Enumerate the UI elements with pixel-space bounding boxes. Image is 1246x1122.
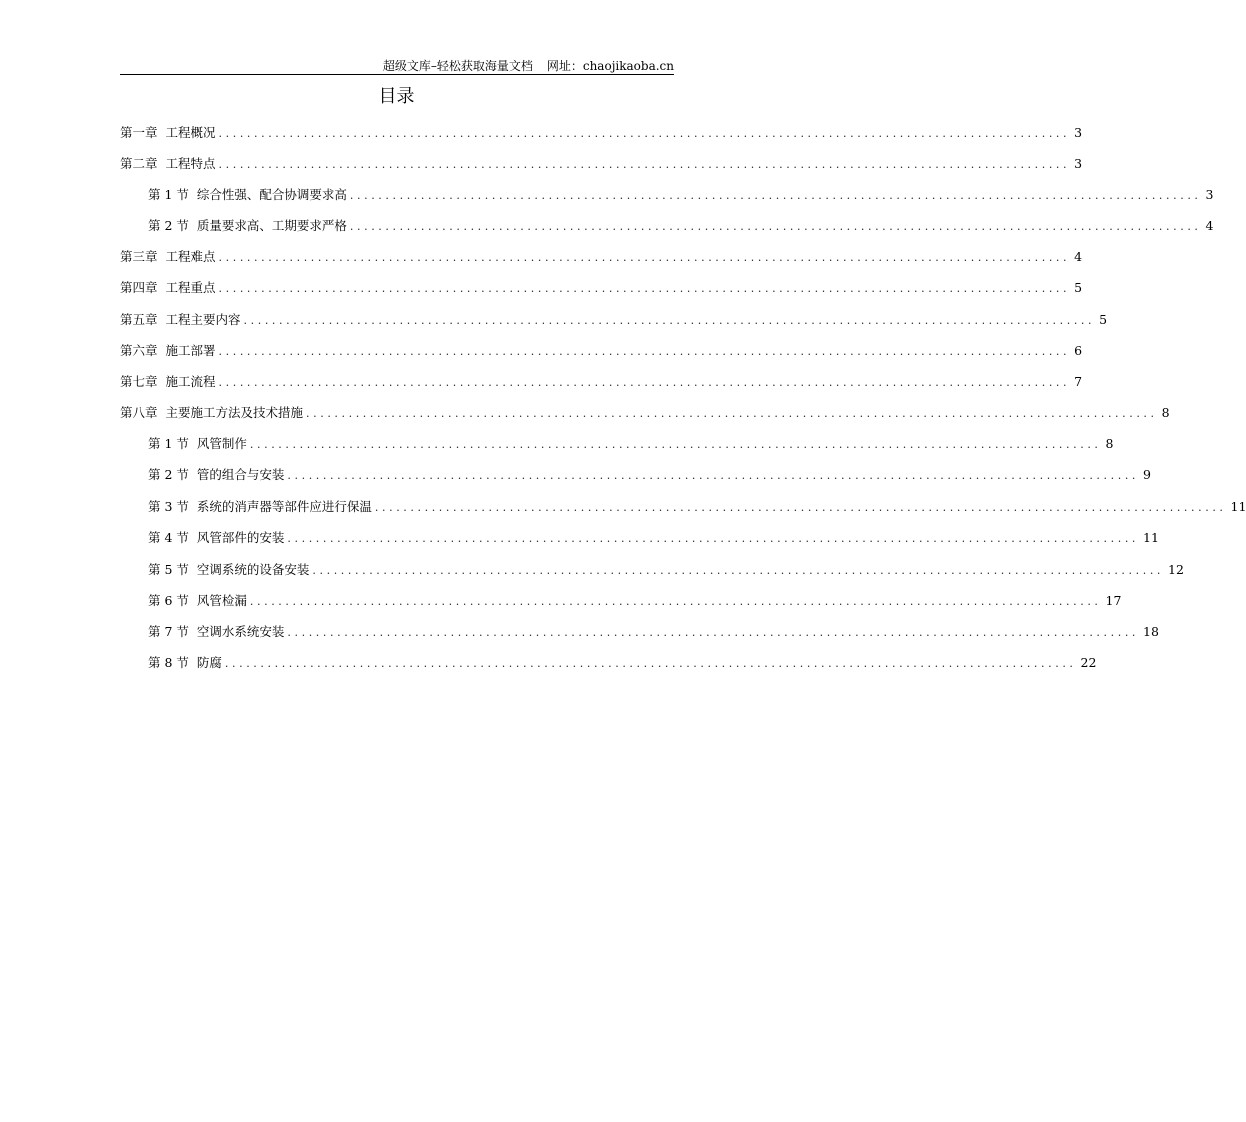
toc-entry[interactable] <box>120 404 1170 422</box>
toc-entry-page: 3 <box>1074 156 1083 171</box>
toc-title: 目录 <box>378 86 415 107</box>
toc-entry-number: 第 4 节 <box>148 530 189 545</box>
toc-entry-number: 第五章 <box>120 312 158 327</box>
toc-entry[interactable] <box>120 279 1083 297</box>
toc-dot-leader: ........................................................................................................................ <box>249 438 1102 451</box>
header-url: chaojikaoba.cn <box>582 59 674 73</box>
toc-entry-page: 22 <box>1080 655 1097 670</box>
toc-entry[interactable] <box>148 186 1214 204</box>
toc-entry-number: 第 1 节 <box>148 436 189 451</box>
toc-entry[interactable] <box>148 498 1246 516</box>
toc-entry-page: 8 <box>1105 436 1114 451</box>
toc-entry-number: 第八章 <box>120 405 158 420</box>
toc-dot-leader: ........................................................................................................................ <box>224 657 1077 670</box>
toc-entry[interactable] <box>148 529 1159 547</box>
toc-entry-title: 工程难点 <box>165 249 216 264</box>
toc-entry[interactable] <box>148 561 1184 579</box>
toc-dot-leader: ........................................................................................................................ <box>218 251 1071 264</box>
toc-dot-leader: ........................................................................................................................ <box>306 407 1158 420</box>
toc-entry[interactable] <box>148 592 1122 610</box>
toc-dot-leader: ........................................................................................................................ <box>287 469 1140 482</box>
toc-entry-title: 工程重点 <box>165 280 216 295</box>
toc-dot-leader: ........................................................................................................................ <box>349 220 1202 233</box>
toc-entry[interactable] <box>148 435 1114 453</box>
toc-entry-title: 风管检漏 <box>196 593 247 608</box>
toc-entry[interactable] <box>148 654 1097 672</box>
toc-entry-title: 施工流程 <box>165 374 216 389</box>
toc-entry[interactable] <box>120 248 1083 266</box>
toc-dot-leader: ........................................................................................................................ <box>218 127 1071 140</box>
toc-entry-page: 17 <box>1105 593 1122 608</box>
toc-entry[interactable] <box>120 373 1083 391</box>
toc-entry[interactable] <box>148 466 1151 484</box>
toc-entry-page: 3 <box>1205 187 1214 202</box>
toc-entry-page: 5 <box>1099 312 1108 327</box>
toc-entry-number: 第四章 <box>120 280 158 295</box>
toc-entry-number: 第六章 <box>120 343 158 358</box>
toc-entry-number: 第 3 节 <box>148 499 189 514</box>
toc-entry-title: 防腐 <box>196 655 222 670</box>
toc-entry-page: 6 <box>1074 343 1083 358</box>
toc-dot-leader: ........................................................................................................................ <box>243 314 1096 327</box>
toc-entry-page: 5 <box>1074 280 1083 295</box>
toc-entry-number: 第一章 <box>120 125 158 140</box>
toc-entry-page: 9 <box>1143 467 1151 482</box>
toc-entry-title: 施工部署 <box>165 343 216 358</box>
toc-dot-leader: ........................................................................................................................ <box>287 532 1140 545</box>
toc-entry[interactable] <box>120 311 1108 329</box>
toc-entry-number: 第 6 节 <box>148 593 189 608</box>
header-url-label: 网址： <box>546 59 583 73</box>
toc-dot-leader: ........................................................................................................................ <box>349 189 1202 202</box>
toc-entry-number: 第 7 节 <box>148 624 189 639</box>
toc-dot-leader: ........................................................................................................................ <box>312 564 1165 577</box>
toc-entry-page: 11 <box>1230 499 1246 514</box>
toc-entry-title: 主要施工方法及技术措施 <box>165 405 304 420</box>
toc-entry-title: 风管部件的安装 <box>196 530 285 545</box>
toc-entry-title: 工程主要内容 <box>165 312 241 327</box>
toc-entry-title: 工程特点 <box>165 156 216 171</box>
toc-entry-number: 第 2 节 <box>148 218 189 233</box>
toc-entry-title: 风管制作 <box>196 436 247 451</box>
toc-dot-leader: ........................................................................................................................ <box>374 501 1227 514</box>
toc-entry[interactable] <box>120 155 1083 173</box>
toc-entry-page: 3 <box>1074 125 1083 140</box>
toc-entry-number: 第 5 节 <box>148 562 189 577</box>
toc-entry-page: 4 <box>1074 249 1083 264</box>
toc-entry-page: 11 <box>1143 530 1159 545</box>
toc-dot-leader: ........................................................................................................................ <box>218 282 1071 295</box>
toc-entry-number: 第七章 <box>120 374 158 389</box>
toc-entry-title: 管的组合与安装 <box>196 467 285 482</box>
toc-entry-page: 18 <box>1143 624 1159 639</box>
toc-entry-number: 第 8 节 <box>148 655 189 670</box>
toc-entry-number: 第 2 节 <box>148 467 189 482</box>
toc-dot-leader: ........................................................................................................................ <box>218 376 1071 389</box>
toc-dot-leader: ........................................................................................................................ <box>218 158 1071 171</box>
toc-entry[interactable] <box>120 124 1083 142</box>
toc-entry-page: 12 <box>1168 562 1184 577</box>
toc-entry-title: 工程概况 <box>165 125 216 140</box>
toc-dot-leader: ........................................................................................................................ <box>249 595 1102 608</box>
toc-entry-page: 8 <box>1161 405 1170 420</box>
toc-dot-leader: ........................................................................................................................ <box>218 345 1071 358</box>
toc-entry-page: 4 <box>1205 218 1214 233</box>
toc-entry-title: 空调系统的设备安装 <box>196 562 310 577</box>
toc-dot-leader: ........................................................................................................................ <box>287 626 1140 639</box>
toc-entry-number: 第 1 节 <box>148 187 189 202</box>
toc-entry[interactable] <box>120 342 1083 360</box>
header-site-text: 超级文库–轻松获取海量文档 <box>382 59 533 73</box>
toc-entry-title: 系统的消声器等部件应进行保温 <box>196 499 372 514</box>
toc-entry-number: 第三章 <box>120 249 158 264</box>
toc-entry-title: 质量要求高、工期要求严格 <box>196 218 347 233</box>
toc-entry[interactable] <box>148 623 1159 641</box>
toc-entry-page: 7 <box>1074 374 1083 389</box>
toc-entry-title: 综合性强、配合协调要求高 <box>196 187 347 202</box>
toc-entry-title: 空调水系统安装 <box>196 624 285 639</box>
toc-entry-number: 第二章 <box>120 156 158 171</box>
toc-entry[interactable] <box>148 217 1214 235</box>
